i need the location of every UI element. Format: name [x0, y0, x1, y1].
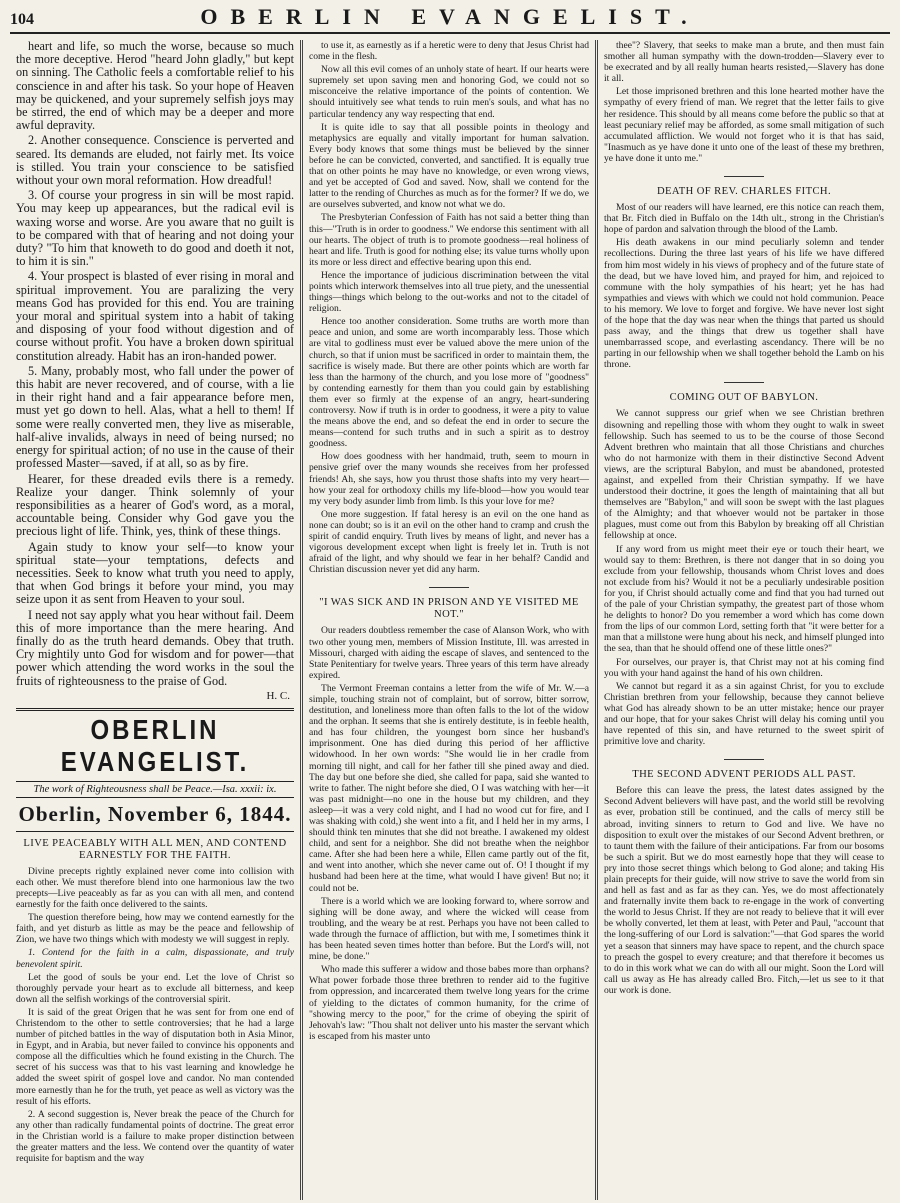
- paragraph: Who made this sufferer a widow and those babes more than orphans? What power forbade those three brethren to render aid to the fugitive from oppression, and incarcerated them twelve long years for the crime of yielding to the dictates of common humanity, for the crime of "showing mercy to the poor," for the crime of obeying the spirit of Jehovah's law: "Thou shalt not deliver unto his master the servant which is escaped from his master unto: [309, 964, 589, 1042]
- article-title: THE SECOND ADVENT PERIODS ALL PAST.: [632, 769, 856, 781]
- paragraph: 1. Contend for the faith in a calm, dispassionate, and truly benevolent spirit.: [16, 947, 294, 970]
- paragraph: I need not say apply what you hear without fail. Deem this of more importance than the mere hearing. And finally do as the truth heard demands. Obey that truth. Cry mightily unto God for wisdom and for power—that power which attending the word works in the soul the fruits of righteousness to the praise of God.: [16, 607, 294, 688]
- article-title: DEATH OF REV. CHARLES FITCH.: [656, 186, 832, 198]
- paragraph: 3. Of course your progress in sin will be most rapid. You may keep up appearances, but the radical evil is waxing worse and worse. Are you aware that no guilt is to be compared with that of hearing and not doing your duty? "To him that knoweth to do good and doeth it not, to him it is sin.": [16, 188, 294, 269]
- paragraph: Let the good of souls be your end. Let the love of Christ so thoroughly pervade your heart as to exclude all bitterness, and keep down all the selfish workings of the controversial spirit.: [16, 971, 294, 1005]
- paragraph: Most of our readers will have learned, ere this notice can reach them, that Br. Fitch died in Buffalo on the 14th ult., strong in the Christian's hope of pardon and salvation through the blood of the Lamb.: [604, 202, 884, 236]
- article-title: "I WAS SICK AND IN PRISON AND YE VISITED ME NOT.": [319, 597, 579, 621]
- paragraph: 2. Another consequence. Conscience is perverted and seared. Its demands are eluded, not fairly met. Its voice is stilled. You train your conscience to be satisfied without your own moral reformation. How dreadful!: [16, 133, 294, 188]
- paragraph: Hence too another consideration. Some truths are worth more than peace and union, and some are worth incomparably less. Those which are vital to godliness must ever be valued above the mere union of the church, so that if union must be sacrificed in order to maintain them, the sacrifice is wisely made. But there are other points which are worth far less than the harmony of the church, and you lose more of "goodness" by contending earnestly for them than you could gain by establishing them ever so firmly at the expense of an angry, heart-sundering controversy. Now if truth is in order to goodness, it were a pity to value the means above the end, and so defeat the end in order to secure the means—contend for such truths and in such a spirit as to destroy goodness.: [309, 316, 589, 450]
- ornament-divider: [309, 583, 589, 591]
- article-title: LIVE PEACEABLY WITH ALL MEN, AND CONTEND EARNESTLY FOR THE FAITH.: [23, 837, 287, 861]
- motto: The work of Righteousness shall be Peace.—Isa. xxxii: ix.: [16, 781, 294, 798]
- paragraph: Before this can leave the press, the latest dates assigned by the Second Advent believers will have past, and the world still be revolving as ever, probation still be continued, and the calls of mercy still be abroad, inviting sinners to return to God and live. We have no disposition to exult over the mistakes of our Second Advent brethren, or to taunt them with the failure of their anticipations. Far from our bosoms be such a spirit. But we do most earnestly hope that they will cease to pry into those secret things which belong to God alone; and taking His plain precepts for their guide, will now strive to save the world from sin and hell as fast and as far as they can. Yes, we do most affectionately and fraternally invite them back to re-engage in the work of converting the world to Jesus Christ. If they are not ready to believe that it will ever be wholly converted, let them at least, with Peter and Paul, "account that the long-suffering of our Lord is salvation:"—that God spares the world yet a season that sinners may have space to repent, and the church space to preach the gospel to every creature; and that therefore it becomes us to do in this work what we can do with all our might. Soon the Lord will call us away as He has already called Bro. Fitch,—let us see to it that our work is done.: [604, 785, 884, 996]
- masthead-title: OBERLIN EVANGELIST.: [200, 4, 700, 29]
- paragraph: Hence the importance of judicious discrimination between the vital points which interwork themselves into all true piety, and the unessential things—things which belong to the out-works and not to the citadel of religion.: [309, 269, 589, 315]
- paragraph: The question therefore being, how may we contend earnestly for the faith, and yet disturb as little as may be the peace and fellowship of Zion, we have two things which with modesty we will suggest in reply.: [16, 912, 294, 946]
- paragraph: It is quite idle to say that all possible points in theology and metaphysics are equally and vitally important for human salvation. Every body knows that some things must be believed by the sinner before he can be convicted, converted, and sanctified. It is equally true that on other points he may have no knowledge, or even wrong views, and yet be accepted of God and saved. Now, shall we contend for the latter to the rending of Churches as much as for the former? If we do, we are ourselves subverted, and know not what we do.: [309, 121, 589, 211]
- paragraph: One more suggestion. If fatal heresy is an evil on the one hand as none can doubt; so is it an evil on the other hand to cramp and crush the spirit of candid enquiry. Truth lives by means of light, and never has a vigorous development except when light is freely let in. Truth is not afraid of the light, and why should we fear in her behalf? Candid and Christian discussion never yet did any harm.: [309, 508, 589, 576]
- divider: [16, 708, 294, 711]
- paragraph: heart and life, so much the worse, because so much the more deceptive. Herod "heard John gladly," but kept on sinning. The Catholic feels a comfortable relief to his conscience in and after his task. So your hope of Heaven may be quickened, and your supremely selfish joys may be stirred, the end of which may be a deeper and more awful depravity.: [16, 40, 294, 133]
- ornament-divider: [604, 172, 884, 180]
- paragraph: 5. Many, probably most, who fall under the power of this habit are never recovered, and of course, with a lie in their right hand and a fair appearance before men, must yet go down to hell. Alas, what a hell to them! If some were really converted men, they live as miserable, half-alive invalids, always in need of being nursed; no energy for spiritual action; of no use in the cause of their professed Master—saved, if at all, so as by fire.: [16, 363, 294, 471]
- ornament-divider: [604, 755, 884, 763]
- sermon-continuation: [16, 40, 294, 702]
- masthead: [10, 4, 890, 34]
- page-number: 104: [10, 11, 34, 28]
- divider: [16, 831, 294, 832]
- paragraph: 2. A second suggestion is, Never break the peace of the Church for any other than radically fundamental points of doctrine. The great error in the Christian world is a failure to make proper distinction between the greater matters and the less. We contend over the quantity of water requisite for baptism and the way: [16, 1108, 294, 1165]
- paragraph: thee"? Slavery, that seeks to make man a brute, and then must fain smother all human sympathy with the down-trodden—Slavery ever to be execrated and by all really human hearts resisted,—Slavery has done it all.: [604, 40, 884, 85]
- dateline: Oberlin, November 6, 1844.: [18, 801, 292, 826]
- columns: [10, 40, 890, 1200]
- paragraph: to use it, as earnestly as if a heretic were to deny that Jesus Christ had come in the flesh.: [309, 40, 589, 63]
- paragraph: There is a world which we are looking forward to, where sorrow and sighing will be done away, and where the wicked will cease from troubling, and the weary be at rest. Perhaps you have not been called to wade through the furnace of affliction, but with me, I sometimes think it has been heated seven times hotter than before. But the Lord's will, not mine, be done.": [309, 895, 589, 963]
- paragraph: Divine precepts rightly explained never come into collision with each other. We must therefore blend into one harmonious law the two precepts—Live peaceably as far as you can with all men, and contend earnestly for the faith once delivered to the saints.: [16, 865, 294, 911]
- paragraph: Again study to know your self—to know your spiritual state—your temptations, defects and necessities. Seek to know what truth you need to apply, that when God brings it before your mind, you may seize upon it as sent from Heaven to your soul.: [16, 539, 294, 607]
- column-2: [300, 40, 595, 1200]
- author-signature: H. C.: [266, 689, 290, 702]
- editorial-nameplate: OBERLIN EVANGELIST.: [60, 714, 250, 778]
- paragraph: If any word from us might meet their eye or touch their heart, we would say to them: Brethren, is there not danger that in so doing you exclude from your fellowship, thousands whom Christ loves and does not exclude from his? Would it not be a peculiarly undesirable position for you, if Christ should actually come and find that you had turned out of the pale of your Christian sympathy, the greatest part of those whom he delights to honor? Do you remember a word which has come down from the lips of our common Lord, setting forth that "it were better for a man that a millstone were hung about his neck, and himself plunged into the sea, than that he should offend one of these little ones?": [604, 543, 884, 655]
- paragraph: Our readers doubtless remember the case of Alanson Work, who with two other young men, members of Mission Institute, Ill. was arrested in Missouri, charged with aiding the escape of slaves, and sentenced to the State Penitentiary for twelve years. Three years of this term have already expired.: [309, 625, 589, 681]
- paragraph: We cannot suppress our grief when we see Christian brethren disowning and repelling those with whom they ought to walk in sweet fellowship. Such has seemed to us to be the course of those Second Advent brethren who maintain that all those Christians and churches who do not harmonize with them in their distinctive Second Advent views, are the scriptural Babylon, and must be abandoned, protested against, and expelled from their Christian sympathy. If we have understood their doctrine, it goes the length of maintaining that all but themselves are "Babylon," and will soon be swept with the last plagues of the Almighty; and that whoever would not be partaker in those plagues, must come out from this Babylon by breaking off all Christian fellowship at once.: [604, 408, 884, 542]
- paragraph: Now all this evil comes of an unholy state of heart. If our hearts were supremely set upon saving men and honoring God, we could not so misconceive the relative importance of the points of contention. We should intuitively see what tends to ruin men's souls, and what has no particular tendency any way respecting that end.: [309, 64, 589, 120]
- paragraph: For ourselves, our prayer is, that Christ may not at his coming find you with your hand against the hand of his own children.: [604, 656, 884, 679]
- paragraph: We cannot but regard it as a sin against Christ, for you to exclude Christian brethren from your fellowship, because they cannot believe what God has already shown to be an utter mistake; hence our prayer and our hope, that for your sakes Christ will delay his coming until you have repented of this sin, and have returned to the sweet spirit of primitive love and charity.: [604, 680, 884, 748]
- paragraph: Let those imprisoned brethren and this lone hearted mother have the sympathy of every friend of man. We regret that the letter fails to give her residence. This should by all means come before the public so that at least pecuniary relief may be afforded, as some small mitigation of such accumulated affliction. We would not forget who it is that has said, "Inasmuch as ye have done it unto one of the least of these my brethren, ye have done it unto me.": [604, 86, 884, 164]
- paragraph: The Vermont Freeman contains a letter from the wife of Mr. W.—a simple, touching strain not of complaint, but of sorrow, bitter sorrow, destitution, and loneliness more than often falls to the lot of the widow and the orphan. It seems that she is entirely destitute, is in feeble health, and has four children, the youngest born since her husband's imprisonment. One has died during this period of her afflictive widowhood. In her own words: "She would lie in her cradle from morning till night, and call for her father till she pined away and died. The day but one before she died, she called for papa, said she wanted to write to father. The night before she died, O I was watching with her—it was past midnight—no one in the house but my children, and they asleep—it was a very cold night, and I had no wood cut for fire, and I was shaking with cold,) she went into a fit, and I held her in my arms, I should think ten minutes that she did not breathe. I awakened my oldest child, and sent for a neighbor. She did not breathe when the neighbor came. After she had been here a while, Ellen came partly out of the fit, and went into another, which she never came out of. O! I thought if my husband had been here at the time, what would I have given! But no; it could not be.: [309, 682, 589, 894]
- ornament-divider: [604, 378, 884, 386]
- column-3: [595, 40, 890, 1200]
- paragraph: How does goodness with her handmaid, truth, seem to mourn in pensive grief over the many wounds she receives from her professed friends! Ah, she says, how you thrust those shafts into my very heart—how your zeal for orthodoxy chills my life-blood—how you would tear my very body asunder limb from limb. Is this your love for me?: [309, 451, 589, 507]
- paragraph: 4. Your prospect is blasted of ever rising in moral and spiritual improvement. You are paralizing the very means God has provided for this end. You are training your moral and spiritual system into a habit of taking and disposing of your food without digestion and of course without profit. You have a broken down spiritual constitution already. Habit has an iron-handed power.: [16, 269, 294, 363]
- article-title: COMING OUT OF BABYLON.: [669, 392, 819, 404]
- column-1: [10, 40, 300, 1200]
- paragraph: His death awakens in our mind peculiarly solemn and tender recollections. During the three last years of his life we have differed from him most widely in his views of prophecy and of the future state of the dead, but we have loved him, and prayed for him, and rejoiced to commune with the holy sympathies of his heart; yet he has had sympathies and views with which we could not hold communion. Peace to his memory. We love to forget and forgive. We have never lost sight of the hope that the day was near when the things that parted us should pass away, and the things that drew us together shall have unembarrassed scope, and everlasting ascendancy. There will be no parting in our fellowship when we shall together behold the Lamb on his throne.: [604, 237, 884, 371]
- paragraph: Hearer, for these dreaded evils there is a remedy. Realize your danger. Think solemnly of your responsibilities as a hearer of God's word, as a moral, accountable being. Consider why God gave you the precious light of life. Think, yes, think of these things.: [16, 471, 294, 539]
- paragraph: The Presbyterian Confession of Faith has not said a better thing than this—"Truth is in order to goodness." We endorse this sentiment with all our hearts. The object of truth is to promote goodness—real holiness of heart and life. Truth is good for nothing else; its value turns wholly upon its more or less direct and effective bearing upon this end.: [309, 212, 589, 268]
- paragraph: It is said of the great Origen that he was sent for from one end of Christendom to the other to settle controversies; that he had a large number of pitched battles in the way of disputation both in Asia Minor, in Egypt, and in Arabia, but never failed to convince his opponents and compose all the difficulties which he found existing in the Church. The secret of his success was that to his vast learning and knowledge he added the sweet spirit of gospel love and candor. No man contended more earnestly than he for the truth, yet peace as well as victory was the result of his efforts.: [16, 1006, 294, 1107]
